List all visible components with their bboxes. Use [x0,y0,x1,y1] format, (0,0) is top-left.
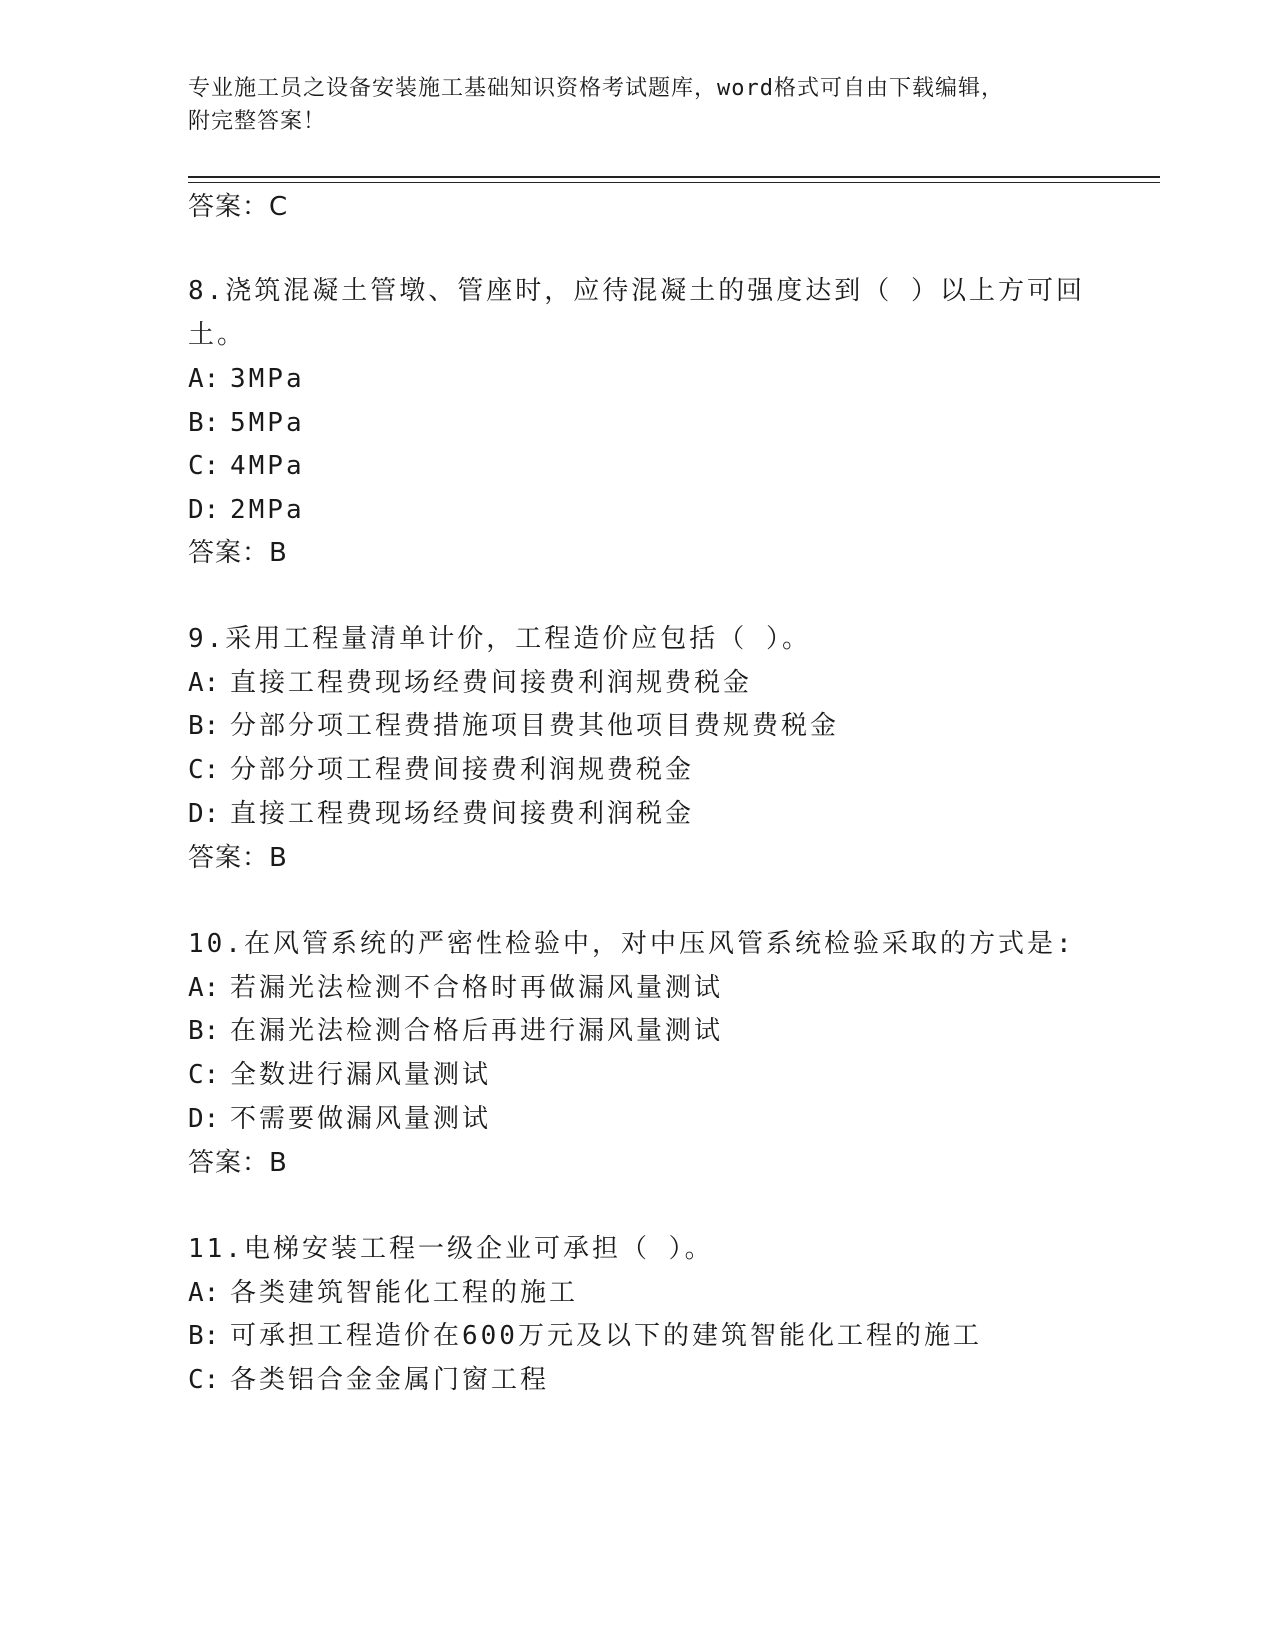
question-10-option-a [188,971,723,1005]
question-9-option-b [188,709,839,743]
option-label: D: [188,495,220,525]
document-header [188,72,1068,138]
option-text: 不需要做漏风量测试 [230,1104,492,1134]
option-text: 分部分项工程费间接费利润规费税金 [230,755,695,785]
question-8-option-c [188,449,305,483]
question-8-stem-line-1: 8.浇筑混凝土管墩、管座时，应待混凝土的强度达到（ ）以上方可回 [188,276,1085,306]
option-text: 5MPa [230,408,305,438]
option-text: 在漏光法检测合格后再进行漏风量测试 [230,1016,724,1046]
option-label: C: [188,1365,220,1395]
option-label: C: [188,755,220,785]
question-9-stem: 9.采用工程量清单计价，工程造价应包括（ ）。 [188,624,811,654]
header-divider-thin [188,182,1160,183]
option-label: A: [188,973,220,1003]
header-line-2: 附完整答案！ [188,109,327,134]
question-11-option-b [188,1319,982,1353]
question-8-stem-line-2: 土。 [188,320,247,350]
question-10-answer: 答案：B [188,1148,288,1178]
option-text: 可承担工程造价在600万元及以下的建筑智能化工程的施工 [230,1321,982,1351]
option-text: 直接工程费现场经费间接费利润税金 [230,799,695,829]
option-text: 各类建筑智能化工程的施工 [230,1278,579,1308]
question-9-option-a [188,666,752,700]
option-text: 2MPa [230,495,305,525]
option-label: D: [188,799,220,829]
question-8-option-d [188,493,305,527]
option-label: C: [188,451,220,481]
option-text: 各类铝合金金属门窗工程 [230,1365,550,1395]
option-text: 直接工程费现场经费间接费利润规费税金 [230,668,753,698]
option-text: 分部分项工程费措施项目费其他项目费规费税金 [230,711,840,741]
previous-answer: 答案：C [188,192,289,222]
option-text: 4MPa [230,451,305,481]
question-11-stem: 11.电梯安装工程一级企业可承担（ ）。 [188,1234,714,1264]
option-label: B: [188,1016,220,1046]
option-label: B: [188,711,220,741]
option-label: C: [188,1060,220,1090]
option-label: B: [188,408,220,438]
header-line-1: 专业施工员之设备安装施工基础知识资格考试题库，word格式可自由下载编辑， [188,76,1004,101]
option-label: A: [188,1278,220,1308]
question-9-answer: 答案：B [188,843,288,873]
option-label: A: [188,668,220,698]
question-11-option-a [188,1276,578,1310]
question-11-option-c [188,1363,549,1397]
question-10-option-b [188,1014,723,1048]
question-9-option-d [188,797,694,831]
question-10-stem: 10.在风管系统的严密性检验中，对中压风管系统检验采取的方式是: [188,929,1075,959]
option-text: 全数进行漏风量测试 [230,1060,492,1090]
option-text: 3MPa [230,364,305,394]
question-8-option-a [188,362,305,396]
header-divider-thick [188,176,1160,178]
option-label: B: [188,1321,220,1351]
question-10-option-d [188,1102,491,1136]
option-text: 若漏光法检测不合格时再做漏风量测试 [230,973,724,1003]
question-8-answer: 答案：B [188,538,288,568]
question-9-option-c [188,753,694,787]
option-label: A: [188,364,220,394]
question-10-option-c [188,1058,491,1092]
question-8-option-b [188,406,305,440]
option-label: D: [188,1104,220,1134]
